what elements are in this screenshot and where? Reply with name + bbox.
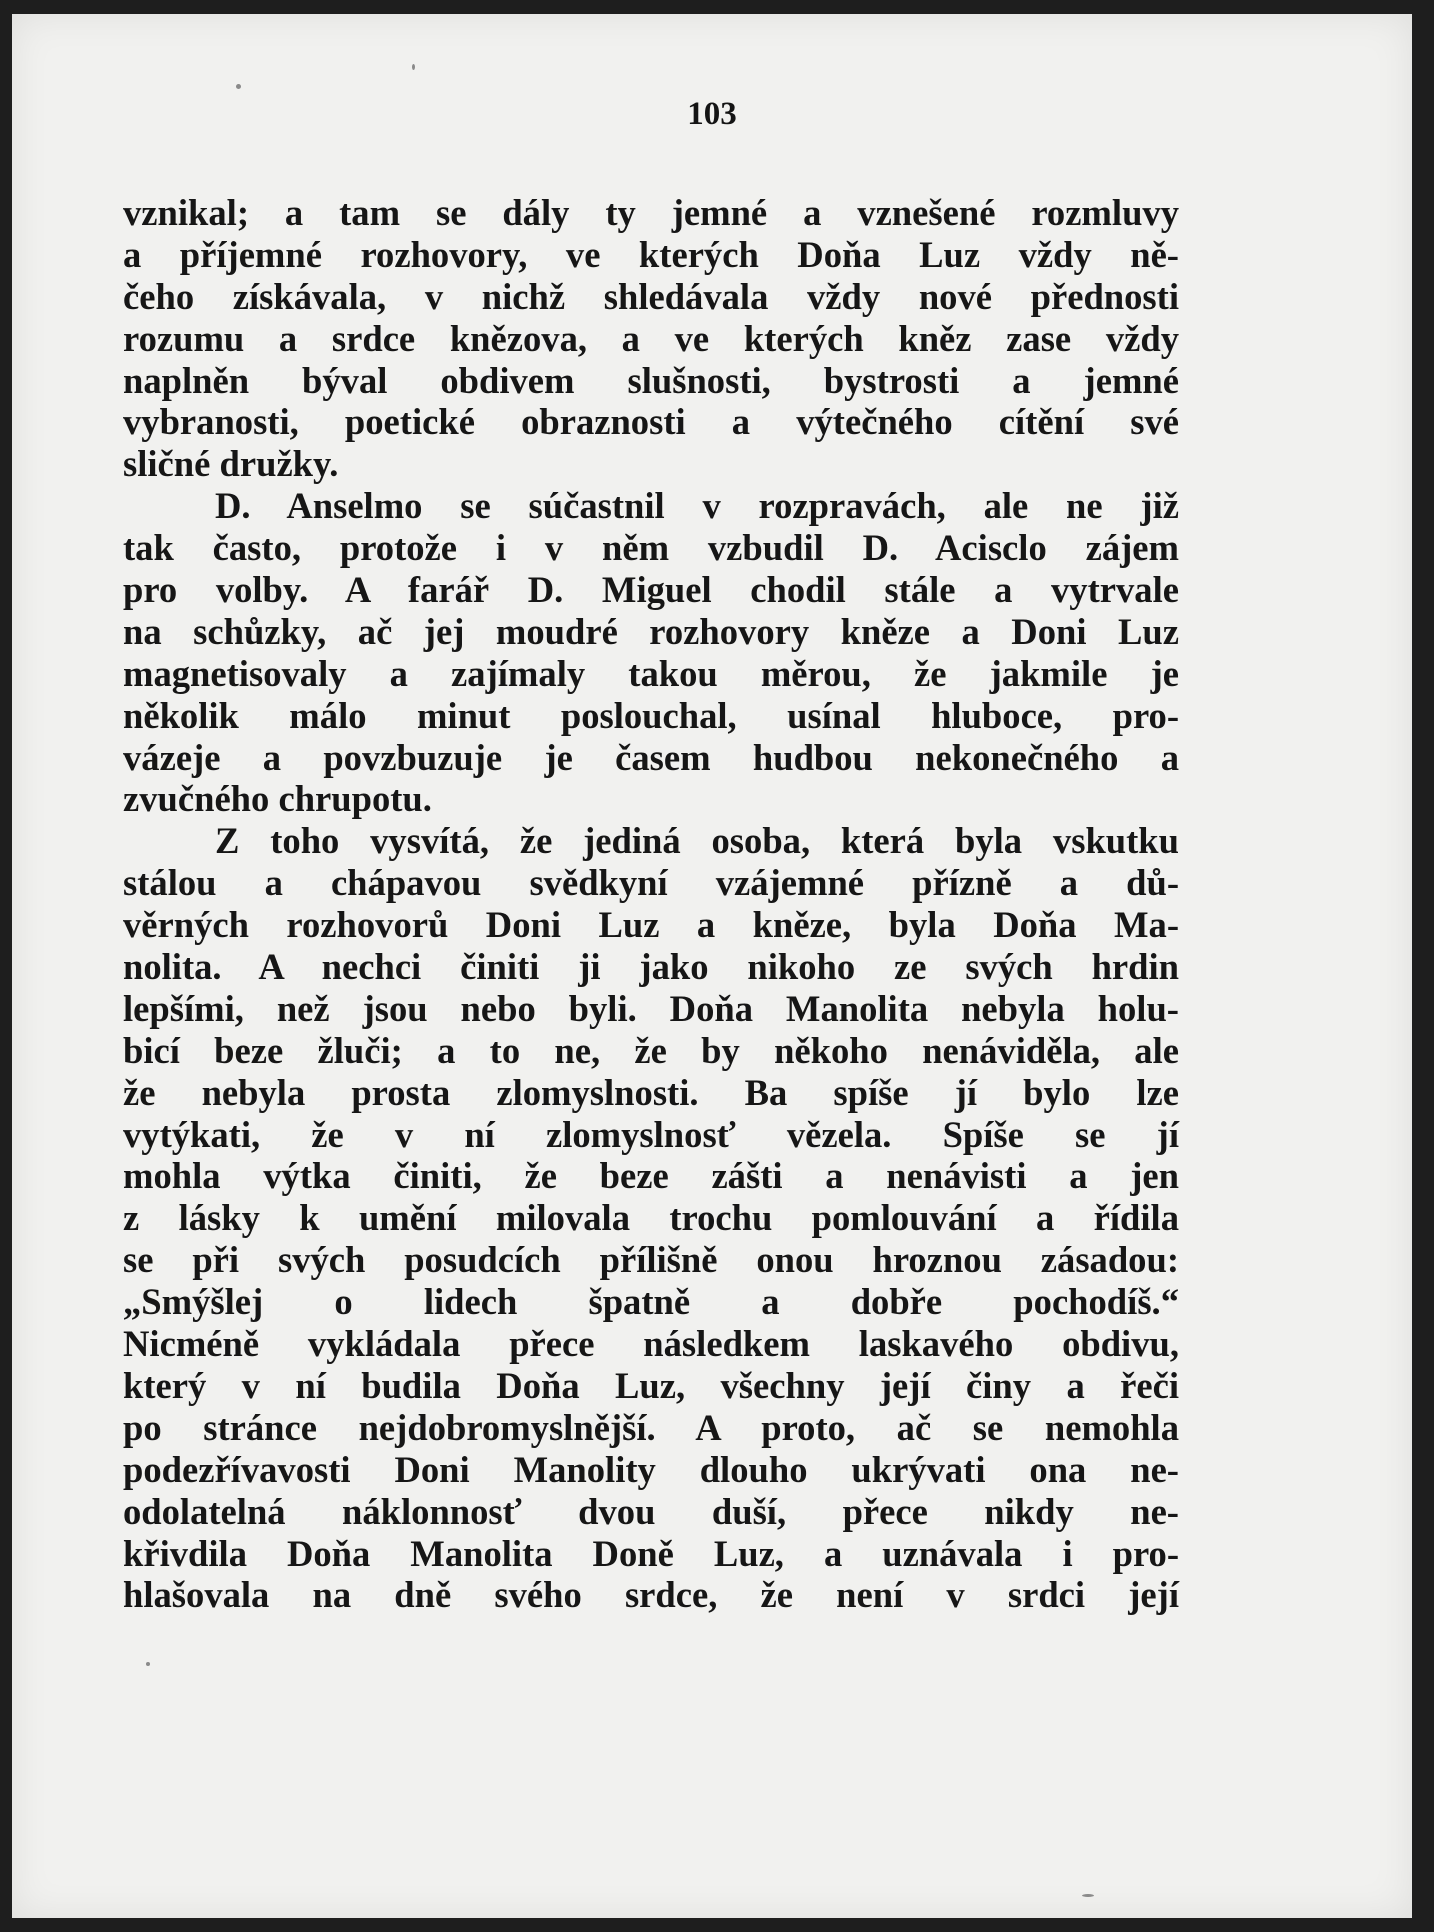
text-line: Z toho vysvítá, že jediná osoba, která byla vskutku <box>215 820 1179 862</box>
text-line: nolita. A nechci činiti ji jako nikoho ze svých hrdin <box>123 946 1179 988</box>
text-line: čeho získávala, v nichž shledávala vždy nové přednosti <box>123 275 1179 317</box>
text-line: lepšími, než jsou nebo byli. Doňa Manolita nebyla holu- <box>123 987 1179 1029</box>
paragraph <box>123 192 1179 485</box>
text-line: podezřívavosti Doni Manolity dlouho ukrývati ona ne- <box>123 1448 1179 1490</box>
body-text <box>123 192 1179 1616</box>
text-line: naplněn býval obdivem slušnosti, bystrosti a jemné <box>123 359 1179 401</box>
text-line: hlašovala na dně svého srdce, že není v srdci její <box>123 1574 1179 1616</box>
text-line: Nicméně vykládala přece následkem laskavého obdivu, <box>123 1323 1179 1365</box>
text-line: věrných rozhovorů Doni Luz a kněze, byla Doňa Ma- <box>123 904 1179 946</box>
page-number: 103 <box>687 96 737 132</box>
text-line: se při svých posudcích přílišně onou hroznou zásadou: <box>123 1239 1179 1281</box>
paragraph <box>123 820 1179 1616</box>
text-line: bicí beze žluči; a to ne, že by někoho nenáviděla, ale <box>123 1029 1179 1071</box>
text-line: odolatelná náklonnosť dvou duší, přece nikdy ne- <box>123 1490 1179 1532</box>
text-line: několik málo minut poslouchal, usínal hluboce, pro- <box>123 694 1179 736</box>
text-line: který v ní budila Doňa Luz, všechny její činy a řeči <box>123 1364 1179 1406</box>
text-line: po stránce nejdobromyslnější. A proto, ač se nemohla <box>123 1406 1179 1448</box>
text-line: křivdila Doňa Manolita Doně Luz, a uznávala i pro- <box>123 1532 1179 1574</box>
dust-speck <box>146 1662 150 1666</box>
text-line: sličné družky. <box>123 443 339 485</box>
dust-speck <box>236 84 241 89</box>
text-line: rozumu a srdce knězova, a ve kterých kněz zase vždy <box>123 317 1179 359</box>
text-line: D. Anselmo se súčastnil v rozpravách, ale ne již <box>215 485 1179 527</box>
text-line: magnetisovaly a zajímaly takou měrou, že jakmile je <box>123 652 1179 694</box>
text-line: vybranosti, poetické obraznosti a výtečného cítění své <box>123 401 1179 443</box>
text-line: z lásky k umění milovala trochu pomlouvání a řídila <box>123 1197 1179 1239</box>
text-line: pro volby. A farář D. Miguel chodil stále a vytrvale <box>123 569 1179 611</box>
dust-speck <box>412 64 415 70</box>
text-line: zvučného chrupotu. <box>123 778 432 820</box>
paragraph <box>123 485 1179 820</box>
book-page <box>12 14 1412 1918</box>
text-line: mohla výtka činiti, že beze zášti a nenávisti a jen <box>123 1155 1179 1197</box>
text-line: tak často, protože i v něm vzbudil D. Acisclo zájem <box>123 527 1179 569</box>
text-line: na schůzky, ač jej moudré rozhovory kněze a Doni Luz <box>123 610 1179 652</box>
text-line: „Smýšlej o lidech špatně a dobře pochodíš.“ <box>123 1281 1179 1323</box>
text-line: stálou a chápavou svědkyní vzájemné přízně a dů- <box>123 862 1179 904</box>
text-line: vytýkati, že v ní zlomyslnosť vězela. Spíše se jí <box>123 1113 1179 1155</box>
dust-speck <box>1082 1894 1094 1897</box>
text-line: vázeje a povzbuzuje je časem hudbou nekonečného a <box>123 736 1179 778</box>
text-line: a příjemné rozhovory, ve kterých Doňa Luz vždy ně- <box>123 233 1179 275</box>
text-line: vznikal; a tam se dály ty jemné a vznešené rozmluvy <box>123 192 1179 233</box>
text-line: že nebyla prosta zlomyslnosti. Ba spíše jí bylo lze <box>123 1071 1179 1113</box>
